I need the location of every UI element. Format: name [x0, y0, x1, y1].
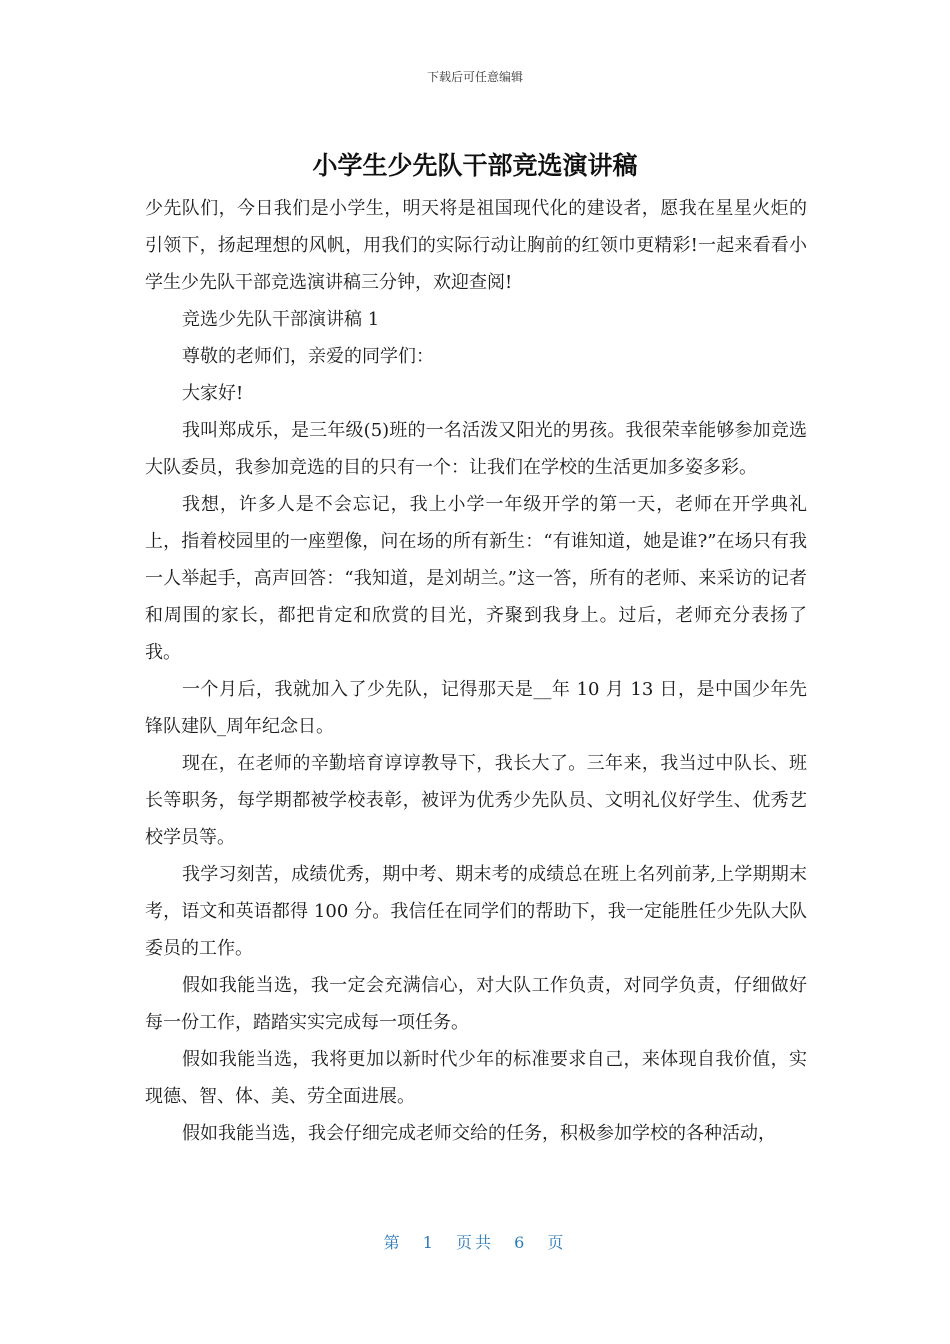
- page-current: 1: [422, 1233, 436, 1252]
- document-body: [145, 190, 807, 1152]
- page-mid: 页共: [455, 1233, 494, 1252]
- paragraph: 假如我能当选，我一定会充满信心，对大队工作负责，对同学负责，仔细做好每一份工作，踏踏实实完成每一项任务。: [145, 975, 807, 1033]
- paragraph: 假如我能当选，我会仔细完成老师交给的任务，积极参加学校的各种活动，: [182, 1123, 776, 1144]
- page-suffix: 页: [547, 1233, 567, 1252]
- paragraph-salutation: 尊敬的老师们，亲爱的同学们：: [182, 346, 434, 367]
- paragraph: 我叫郑成乐，是三年级(5)班的一名活泼又阳光的男孩。我很荣幸能够参加竞选大队委员，我参加竞选的目的只有一个：让我们在学校的生活更加多姿多彩。: [145, 420, 807, 478]
- paragraph: 我学习刻苦，成绩优秀，期中考、期末考的成绩总在班上名列前茅,上学期期末考，语文和英语都得 100 分。我信任在同学们的帮助下，我一定能胜任少先队大队委员的工作。: [145, 864, 807, 959]
- header-note: 下载后可任意编辑: [426, 70, 523, 84]
- page-number-footer: [0, 1230, 950, 1253]
- paragraph: 假如我能当选，我将更加以新时代少年的标准要求自己，来体现自我价值，实现德、智、体、美、劳全面进展。: [145, 1049, 807, 1107]
- paragraph: 一个月后，我就加入了少先队，记得那天是__年 10 月 13 日，是中国少年先锋队建队_周年纪念日。: [145, 679, 807, 737]
- paragraph-greeting: 大家好!: [182, 383, 244, 404]
- paragraph-intro: 少先队们，今日我们是小学生，明天将是祖国现代化的建设者，愿我在星星火炬的引领下，扬起理想的风帆，用我们的实际行动让胸前的红领巾更精彩!一起来看看小学生少先队干部竞选演讲稿三分钟，欢迎查阅!: [145, 198, 807, 293]
- page-total: 6: [514, 1233, 528, 1252]
- document-title: 小学生少先队干部竞选演讲稿: [312, 151, 638, 180]
- page-prefix: 第: [383, 1233, 403, 1252]
- paragraph: 现在，在老师的辛勤培育谆谆教导下，我长大了。三年来，我当过中队长、班长等职务，每学期都被学校表彰，被评为优秀少先队员、文明礼仪好学生、优秀艺校学员等。: [145, 753, 807, 848]
- paragraph-section-heading: 竞选少先队干部演讲稿 1: [182, 309, 380, 330]
- paragraph: 我想，许多人是不会忘记，我上小学一年级开学的第一天，老师在开学典礼上，指着校园里的一座塑像，问在场的所有新生：“有谁知道，她是谁?”在场只有我一人举起手，高声回答：“我知道，是刘胡兰。”这一答，所有的老师、来采访的记者和周围的家长，都把肯定和欣赏的目光，齐聚到我身上。过后，老师充分表扬了我。: [145, 494, 807, 663]
